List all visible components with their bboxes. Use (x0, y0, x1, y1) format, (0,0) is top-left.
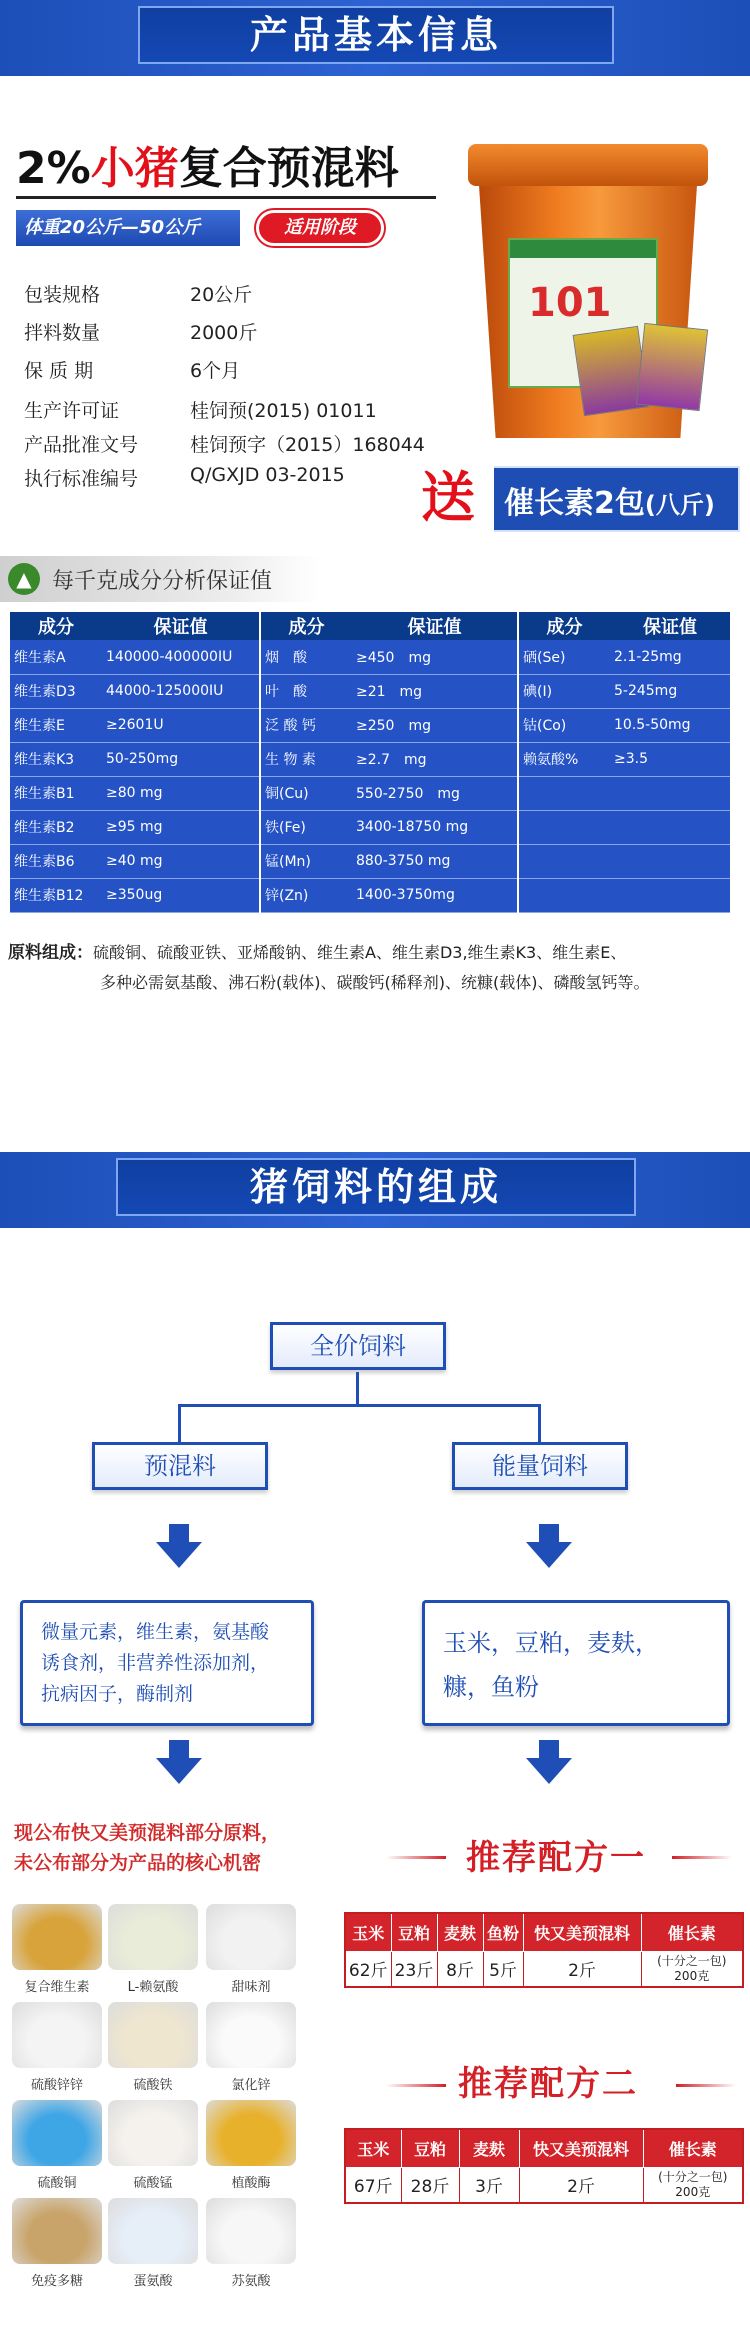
table-cell: 2.1-25mg (610, 640, 730, 674)
ingredient-name: 硫酸铜 (37, 2176, 77, 2191)
nutrient-table (10, 612, 730, 913)
table-cell: ≥250 mg (352, 708, 518, 742)
col-header: 成分 (518, 612, 610, 640)
table-cell: 叶 酸 (260, 674, 352, 708)
spec-value: 20公斤 (190, 284, 253, 306)
recipe-header: 玉米 (345, 2129, 401, 2167)
table-cell: 3400-18750 mg (352, 810, 518, 844)
recipe-growth-cell (643, 2167, 743, 2203)
spec-value: 2000斤 (190, 322, 258, 344)
ingredient-name: 甜味剂 (231, 1980, 271, 1995)
section-banner-composition (0, 1152, 750, 1228)
ingredient-tile (206, 2100, 296, 2191)
energy-desc-line: 玉米，豆粕，麦麸， (443, 1629, 659, 1657)
spec-label: 产品批准文号 (24, 434, 139, 456)
table-cell: 10.5-50mg (610, 708, 730, 742)
ingredient-name: 苏氨酸 (231, 2274, 271, 2289)
table-row (10, 844, 730, 878)
table-row (10, 708, 730, 742)
recipe-value: 3斤 (459, 2167, 519, 2203)
recipe-value: 62斤 (345, 1951, 391, 1987)
table-cell (610, 810, 730, 844)
recipe-header: 豆粕 (391, 1913, 437, 1951)
recipe-header: 鱼粉 (483, 1913, 523, 1951)
recipe1-table (344, 1912, 744, 1988)
ingredient-image (12, 1904, 102, 1970)
growth-note: (十分之一包) (657, 1953, 727, 1968)
table-cell: 钴(Co) (518, 708, 610, 742)
col-header: 成分 (10, 612, 102, 640)
table-cell: 铜(Cu) (260, 776, 352, 810)
ingredient-name: 硫酸锰 (133, 2176, 173, 2191)
composition-text (8, 938, 744, 998)
spec-value: 桂饲预字（2015）168044 (190, 434, 425, 456)
table-header-row (10, 612, 730, 640)
table-cell: ≥450 mg (352, 640, 518, 674)
gift-note: (八斤) (644, 491, 715, 519)
title-prefix: 2% (16, 143, 91, 194)
recipe-value: 5斤 (483, 1951, 523, 1987)
analysis-heading (0, 556, 320, 602)
table-cell: 碘(I) (518, 674, 610, 708)
table-cell: ≥40 mg (102, 844, 260, 878)
ingredient-tile (108, 2002, 198, 2093)
recipe-header: 催长素 (643, 2129, 743, 2167)
analysis-title: 每千克成分分析保证值 (52, 569, 273, 594)
flow-energy-box: 能量饲料 (452, 1442, 628, 1490)
spec-value: 6个月 (190, 360, 241, 382)
table-row (10, 674, 730, 708)
ingredient-image (206, 2002, 296, 2068)
ingredient-name: 植酸酶 (231, 2176, 271, 2191)
section-title: 产品基本信息 (138, 6, 614, 64)
ingredient-name: 免疫多糖 (30, 2274, 83, 2289)
arrow-down-icon (156, 1524, 202, 1568)
premix-desc-line: 微量元素，维生素，氨基酸 (41, 1621, 270, 1643)
table-row (10, 640, 730, 674)
recipe2-table (344, 2128, 744, 2204)
recipe-value-row (345, 2167, 743, 2203)
ingredient-tile (12, 2100, 102, 2191)
table-cell (610, 878, 730, 912)
table-cell: 维生素B1 (10, 776, 102, 810)
table-cell: 5-245mg (610, 674, 730, 708)
recipe1-title: 推荐配方一 (466, 1838, 646, 1878)
ingredient-image (108, 2198, 198, 2264)
flow-connector (178, 1404, 181, 1442)
ingredient-image (108, 2100, 198, 2166)
col-header: 保证值 (610, 612, 730, 640)
col-header: 保证值 (102, 612, 260, 640)
ingredient-tile (12, 2002, 102, 2093)
table-cell: ≥21 mg (352, 674, 518, 708)
ingredient-tile (108, 1904, 198, 1995)
table-cell (518, 810, 610, 844)
stage-badge: 适用阶段 (256, 210, 384, 246)
ingredient-tile (108, 2100, 198, 2191)
ingredient-tile (12, 2198, 102, 2289)
composition-line2: 多种必需氨基酸、沸石粉(载体)、碳酸钙(稀释剂)、统糠(载体)、磷酸氢钙等。 (100, 973, 650, 992)
table-cell (610, 844, 730, 878)
table-row (10, 878, 730, 912)
ingredient-name: 蛋氨酸 (133, 2274, 173, 2289)
recipe-value: 2斤 (523, 1951, 641, 1987)
gift-song: 送 (402, 460, 494, 536)
ingredient-image (206, 2198, 296, 2264)
growth-note: (十分之一包) (658, 2169, 728, 2184)
recipe-growth-cell (641, 1951, 743, 1987)
table-cell: 140000-400000IU (102, 640, 260, 674)
bucket-lid (468, 144, 708, 186)
ingredient-tile (12, 1904, 102, 1995)
ingredient-image (108, 2002, 198, 2068)
recipe-header-row (345, 2129, 743, 2167)
ingredient-name: L-赖氨酸 (127, 1980, 179, 1995)
disclosure-line: 未公布部分为产品的核心机密 (14, 1852, 262, 1874)
bucket-label-bar (510, 240, 656, 258)
ingredient-image (206, 1904, 296, 1970)
gift-banner (404, 466, 740, 532)
arrow-down-icon (526, 1740, 572, 1784)
table-cell: 锰(Mn) (260, 844, 352, 878)
table-cell: 烟 酸 (260, 640, 352, 674)
recipe-value: 67斤 (345, 2167, 401, 2203)
table-row (10, 742, 730, 776)
col-header: 保证值 (352, 612, 518, 640)
section-banner-info (0, 0, 750, 76)
flow-connector (356, 1372, 359, 1406)
table-cell: 维生素B6 (10, 844, 102, 878)
recipe-header-row (345, 1913, 743, 1951)
table-cell: 550-2750 mg (352, 776, 518, 810)
table-cell (518, 844, 610, 878)
product-title (16, 132, 399, 196)
section-title: 猪饲料的组成 (116, 1158, 636, 1216)
title-decoration (386, 2084, 446, 2087)
table-cell: 44000-125000IU (102, 674, 260, 708)
title-decoration (676, 2084, 736, 2087)
table-cell: 维生素E (10, 708, 102, 742)
recipe-header: 催长素 (641, 1913, 743, 1951)
premix-description (20, 1600, 314, 1726)
ingredient-image (12, 2198, 102, 2264)
spec-label: 包装规格 (24, 284, 101, 306)
recipe2-title: 推荐配方二 (458, 2064, 638, 2104)
table-cell: 50-250mg (102, 742, 260, 776)
ingredient-name: 硫酸铁 (133, 2078, 173, 2093)
recipe-value-row (345, 1951, 743, 1987)
table-cell: 维生素B2 (10, 810, 102, 844)
table-cell: 1400-3750mg (352, 878, 518, 912)
spec-label: 拌料数量 (24, 322, 101, 344)
ingredient-name: 氯化锌 (231, 2078, 271, 2093)
table-cell: ≥2601U (102, 708, 260, 742)
recipe-header: 快又美预混料 (523, 1913, 641, 1951)
ingredient-tile (206, 1904, 296, 1995)
spec-value: 桂饲预(2015) 01011 (190, 400, 377, 422)
title-underline (16, 196, 436, 199)
ingredient-image (206, 2100, 296, 2166)
ingredient-tile (206, 2198, 296, 2289)
table-cell: ≥95 mg (102, 810, 260, 844)
flow-root-box: 全价饲料 (270, 1322, 446, 1370)
gift-text (504, 478, 715, 522)
flow-connector (178, 1404, 540, 1407)
recipe-header: 玉米 (345, 1913, 391, 1951)
table-row (10, 810, 730, 844)
table-cell: 生 物 素 (260, 742, 352, 776)
recipe-value: 8斤 (437, 1951, 483, 1987)
recipe-header: 麦麸 (437, 1913, 483, 1951)
table-cell: 赖氨酸% (518, 742, 610, 776)
spec-value: Q/GXJD 03-2015 (190, 464, 345, 486)
col-header: 成分 (260, 612, 352, 640)
disclosure-text (14, 1818, 280, 1878)
ingredient-tile (206, 2002, 296, 2093)
disclosure-line: 现公布快又美预混料部分原料， (14, 1822, 281, 1844)
table-cell: ≥80 mg (102, 776, 260, 810)
table-cell: 维生素A (10, 640, 102, 674)
energy-desc-line: 糠，鱼粉 (443, 1673, 539, 1701)
spec-label: 生产许可证 (24, 400, 120, 422)
title-suffix: 复合预混料 (178, 143, 399, 194)
table-cell: ≥3.5 (610, 742, 730, 776)
recipe-header: 豆粕 (401, 2129, 459, 2167)
flow-premix-box: 预混料 (92, 1442, 268, 1490)
table-cell: ≥2.7 mg (352, 742, 518, 776)
table-cell (610, 776, 730, 810)
premix-desc-line: 诱食剂，非营养性添加剂， (41, 1652, 270, 1674)
table-cell: 维生素K3 (10, 742, 102, 776)
composition-label: 原料组成： (8, 943, 93, 963)
table-cell: 泛 酸 钙 (260, 708, 352, 742)
table-cell (518, 776, 610, 810)
table-cell: ≥350ug (102, 878, 260, 912)
growth-bag-image (636, 323, 708, 411)
flow-connector (538, 1404, 541, 1442)
table-cell: 880-3750 mg (352, 844, 518, 878)
ingredient-image (12, 2002, 102, 2068)
growth-amount: 200克 (674, 1968, 710, 1983)
bucket-number: 101 (528, 280, 612, 326)
weight-range-bar: 体重20公斤—50公斤 (16, 210, 240, 246)
arrow-down-icon (526, 1524, 572, 1568)
ingredient-tile (108, 2198, 198, 2289)
spec-label: 保 质 期 (24, 360, 94, 382)
table-cell: 维生素B12 (10, 878, 102, 912)
title-decoration (672, 1856, 732, 1859)
spec-label: 执行标准编号 (24, 468, 139, 490)
premix-desc-line: 抗病因子，酶制剂 (41, 1683, 194, 1705)
table-cell (518, 878, 610, 912)
recipe-value: 28斤 (401, 2167, 459, 2203)
table-cell: 锌(Zn) (260, 878, 352, 912)
table-cell: 硒(Se) (518, 640, 610, 674)
composition-line1: 硫酸铜、硫酸亚铁、亚烯酸钠、维生素A、维生素D3,维生素K3、维生素E、 (93, 943, 627, 962)
ingredient-name: 硫酸锌锌 (30, 2078, 83, 2093)
title-decoration (386, 1856, 446, 1859)
recipe-value: 2斤 (519, 2167, 643, 2203)
arrow-up-icon: ▲ (8, 563, 40, 595)
title-red: 小猪 (90, 143, 179, 194)
ingredient-image (12, 2100, 102, 2166)
growth-amount: 200克 (675, 2184, 711, 2199)
recipe-value: 23斤 (391, 1951, 437, 1987)
gift-main: 催长素2包 (504, 486, 645, 521)
product-bucket-image (468, 130, 708, 442)
table-row (10, 776, 730, 810)
ingredient-name: 复合维生素 (24, 1980, 90, 1995)
table-cell: 铁(Fe) (260, 810, 352, 844)
recipe-header: 快又美预混料 (519, 2129, 643, 2167)
ingredient-image (108, 1904, 198, 1970)
table-cell: 维生素D3 (10, 674, 102, 708)
recipe-header: 麦麸 (459, 2129, 519, 2167)
arrow-down-icon (156, 1740, 202, 1784)
energy-description (422, 1600, 730, 1726)
